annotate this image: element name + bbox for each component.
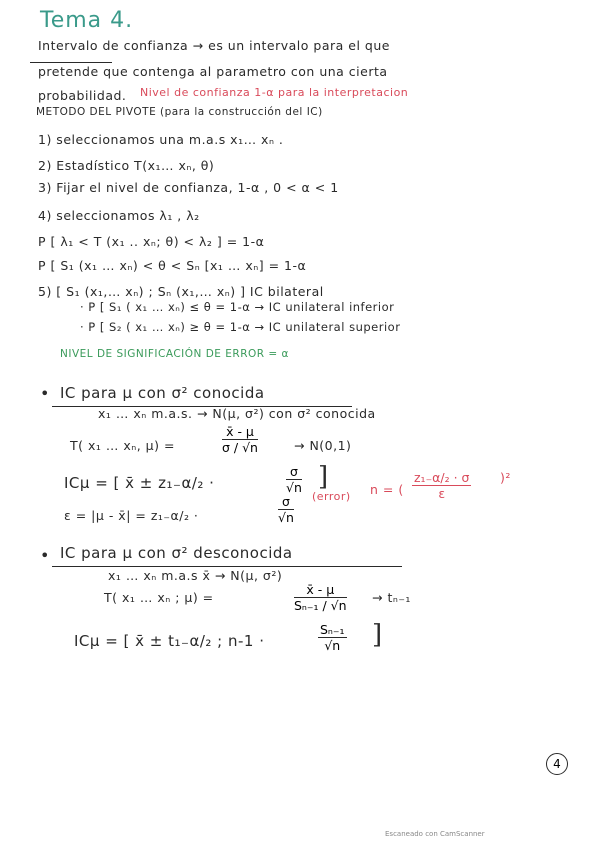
definition-line-1: Intervalo de confianza → es un intervalo para el que (38, 38, 390, 53)
fraction-denominator: √n (324, 638, 341, 653)
ic-known-interval-fraction (286, 464, 302, 495)
fraction-numerator: σ (278, 494, 294, 510)
bullet: • (40, 546, 50, 565)
fraction-denominator: ε (438, 486, 446, 501)
step-5-lower: · P [ S₁ ( x₁ … xₙ) ≤ θ = 1-α → IC unilateral inferior (80, 300, 395, 314)
ic-unknown-variance-title: IC para μ con σ² desconocida (60, 544, 293, 562)
definition-line-3: probabilidad. (38, 88, 127, 103)
underline-ic-unknown (52, 566, 402, 567)
ic-unknown-interval-right: ] (372, 620, 383, 650)
step-4-probability-2: P [ S₁ (x₁ … xₙ) < θ < Sₙ [x₁ … xₙ] = 1-α (38, 258, 307, 273)
step-1: 1) seleccionamos una m.a.s x₁… xₙ . (38, 132, 284, 147)
step-4: 4) seleccionamos λ₁ , λ₂ (38, 208, 200, 223)
underline-term (30, 62, 112, 63)
error-label: (error) (312, 490, 351, 503)
sample-size-right: )² (500, 470, 511, 485)
ic-known-pivot-fraction (222, 424, 258, 455)
ic-unknown-pivot-left: T( x₁ … xₙ ; μ) = (104, 590, 214, 605)
ic-known-pivot-right: → N(0,1) (294, 438, 352, 453)
page-title: Tema 4. (40, 8, 134, 33)
fraction-numerator: x̄ - μ (294, 582, 347, 598)
pivot-method-heading: METODO DEL PIVOTE (para la construcción del IC) (36, 106, 323, 118)
ic-unknown-pivot-fraction (294, 582, 347, 613)
fraction-numerator: x̄ - μ (222, 424, 258, 440)
ic-unknown-pivot-right: → tₙ₋₁ (372, 590, 411, 605)
ic-known-variance-title: IC para μ con σ² conocida (60, 384, 265, 402)
ic-known-pivot-left: T( x₁ … xₙ, μ) = (70, 438, 175, 453)
fraction-numerator: z₁₋α/₂ · σ (414, 470, 470, 485)
ic-known-error-left: ε = |μ - x̄| = z₁₋α/₂ · (64, 508, 199, 523)
significance-level-note: NIVEL DE SIGNIFICACIÓN DE ERROR = α (60, 348, 289, 360)
fraction-denominator: σ / √n (222, 440, 258, 455)
step-5-upper: · P [ S₂ ( x₁ … xₙ) ≥ θ = 1-α → IC unilateral superior (80, 320, 401, 334)
ic-unknown-sample: x₁ … xₙ m.a.s x̄ → N(μ, σ²) (108, 568, 283, 583)
step-3: 3) Fijar el nivel de confianza, 1-α , 0 < α < 1 (38, 180, 339, 195)
bullet: • (40, 384, 50, 403)
step-5: 5) [ S₁ (x₁,… xₙ) ; Sₙ (x₁,… xₙ) ] IC bilateral (38, 284, 324, 299)
fraction-denominator: √n (278, 510, 294, 525)
ic-known-interval-left: ICμ = [ x̄ ± z₁₋α/₂ · (64, 474, 215, 492)
sample-size-fraction (412, 470, 471, 501)
ic-known-interval-right: ] (318, 462, 329, 492)
step-4-probability-1: P [ λ₁ < T (x₁ .. xₙ; θ) < λ₂ ] = 1-α (38, 234, 265, 249)
confidence-level-note: Nivel de confianza 1-α para la interpretacion (140, 86, 409, 99)
fraction-denominator: Sₙ₋₁ / √n (294, 598, 347, 613)
fraction-numerator: Sₙ₋₁ (320, 622, 345, 637)
step-2: 2) Estadístico T(x₁… xₙ, θ) (38, 158, 215, 173)
page-number: 4 (546, 753, 568, 775)
ic-unknown-interval-left: ICμ = [ x̄ ± t₁₋α/₂ ; n-1 · (74, 632, 265, 650)
scanner-footer: Escaneado con CamScanner (385, 830, 485, 838)
sample-size-left: n = ( (370, 482, 404, 497)
definition-line-2: pretende que contenga al parametro con una cierta (38, 64, 388, 79)
ic-known-error-fraction (278, 494, 294, 525)
fraction-denominator: √n (286, 480, 302, 495)
ic-unknown-interval-fraction (318, 622, 347, 653)
fraction-numerator: σ (286, 464, 302, 480)
ic-known-sample: x₁ … xₙ m.a.s. → N(μ, σ²) con σ² conocida (98, 406, 376, 421)
